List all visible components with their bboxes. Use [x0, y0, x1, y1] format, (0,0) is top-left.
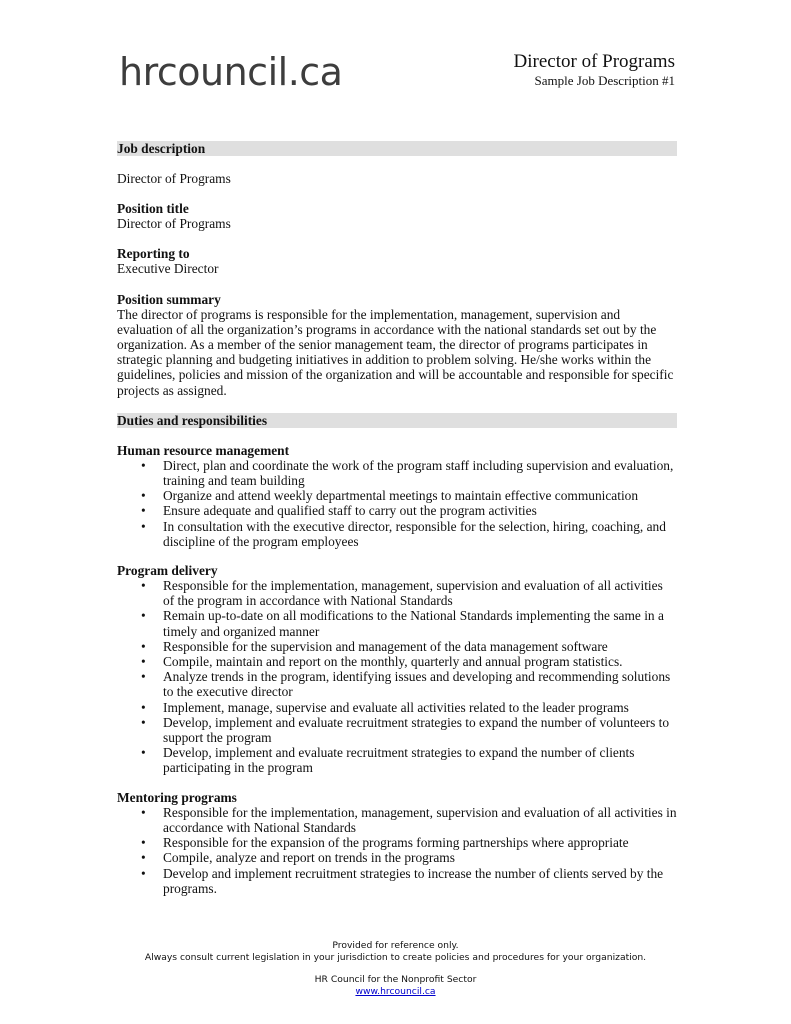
hrcouncil-logo: hrcouncil.ca [119, 50, 343, 94]
duty-list [117, 805, 677, 896]
duty-section-heading: Program delivery [117, 563, 218, 579]
duty-list-item: • In consultation with the executive director, responsible for the selection, hiring, coaching, and discipline of the program employees [163, 519, 677, 549]
duty-list-item: • Compile, analyze and report on trends in the programs [163, 850, 677, 865]
footer-disclaimer [0, 940, 791, 964]
duty-list-item: • Responsible for the implementation, management, supervision and evaluation of all activities in accordance with National Standards [163, 805, 677, 835]
position-title-text: Director of Programs [117, 216, 231, 232]
duty-list-item: • Develop, implement and evaluate recruitment strategies to expand the number of volunteers to support the program [163, 715, 677, 745]
duty-section-heading: Human resource management [117, 442, 290, 458]
duty-section-heading: Mentoring programs [117, 789, 237, 805]
document-body [117, 141, 677, 896]
duty-list-item: • Responsible for the supervision and management of the data management software [163, 639, 677, 654]
footer-link[interactable]: www.hrcouncil.ca [355, 986, 436, 997]
section-band-duties: Duties and responsibilities [117, 413, 677, 428]
reporting-to-heading: Reporting to [117, 246, 190, 262]
document-subtitle: Sample Job Description #1 [534, 73, 675, 88]
duty-list-item: • Develop, implement and evaluate recruitment strategies to expand the number of clients participating in the program [163, 745, 677, 775]
duty-list-item: • Organize and attend weekly departmental meetings to maintain effective communication [163, 488, 677, 503]
duty-list [117, 458, 677, 549]
document-title-block [514, 52, 675, 89]
duty-list-item: • Ensure adequate and qualified staff to carry out the program activities [163, 503, 677, 518]
duty-list-item: • Analyze trends in the program, identifying issues and developing and recommending solutions to the executive director [163, 669, 677, 699]
duty-sections [117, 443, 677, 896]
duty-list-item: • Responsible for the implementation, management, supervision and evaluation of all activities of the program in accordance with National Standards [163, 578, 677, 608]
job-description-text: Director of Programs [117, 171, 231, 186]
footer-org-name: HR Council for the Nonprofit Sector [314, 974, 477, 985]
duty-list [117, 578, 677, 776]
position-title-heading: Position title [117, 201, 189, 217]
duty-list-item: • Direct, plan and coordinate the work of the program staff including supervision and evaluation, training and team building [163, 458, 677, 488]
duty-list-item: • Develop and implement recruitment strategies to increase the number of clients served by the programs. [163, 866, 677, 896]
duty-list-item: • Remain up-to-date on all modifications to the National Standards implementing the same in a timely and organized manner [163, 608, 677, 638]
footer-line-2: Always consult current legislation in your jurisdiction to create policies and procedures for your organization. [144, 952, 647, 963]
section-band-job-description: Job description [117, 141, 677, 156]
position-summary-heading: Position summary [117, 291, 221, 307]
document-title: Director of Programs [513, 51, 675, 72]
footer-org [0, 974, 791, 998]
position-summary-text: The director of programs is responsible for the implementation, management, supervision and evaluation of all the organization’s programs in accordance with the national standards set out by the organization. As a member of the senior management team, the director of programs participates in strategic planning and budgeting initiatives in addition to problem solving. He/she works within the guidelines, policies and mission of the organization and will be accountable and responsible for specific projects as assigned. [117, 306, 674, 398]
reporting-to-text: Executive Director [117, 261, 219, 277]
duty-list-item: • Implement, manage, supervise and evaluate all activities related to the leader programs [163, 700, 677, 715]
duty-list-item: • Responsible for the expansion of the programs forming partnerships where appropriate [163, 835, 677, 850]
duty-list-item: • Compile, maintain and report on the monthly, quarterly and annual program statistics. [163, 654, 677, 669]
footer-line-1: Provided for reference only. [332, 940, 459, 951]
